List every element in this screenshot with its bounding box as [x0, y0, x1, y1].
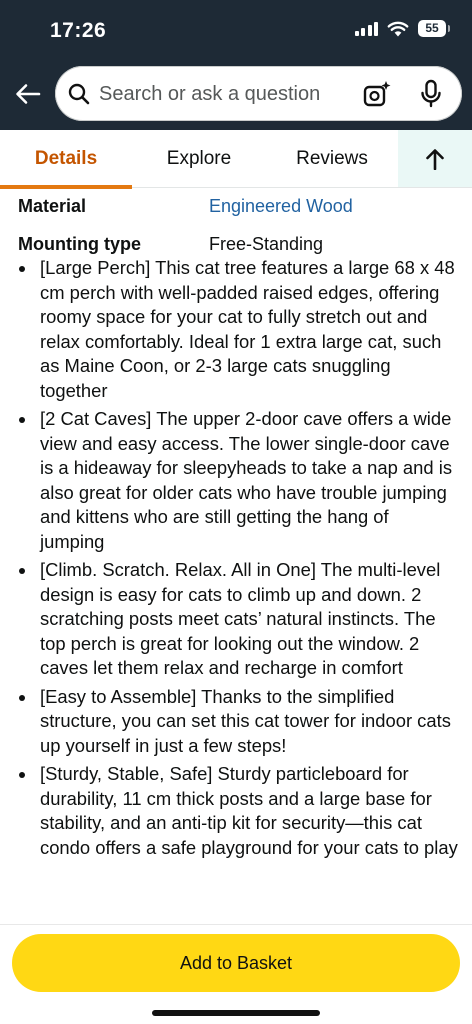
microphone-icon[interactable]	[420, 79, 442, 109]
add-to-basket-button[interactable]: Add to Basket	[12, 934, 460, 992]
home-indicator[interactable]	[152, 1010, 320, 1016]
tab-reviews[interactable]: Reviews	[296, 148, 368, 169]
arrow-left-icon	[15, 83, 41, 105]
search-input[interactable]	[99, 80, 349, 108]
search-bar[interactable]	[55, 66, 462, 121]
feature-bullet-list	[18, 256, 458, 924]
list-item: [Climb. Scratch. Relax. All in One] The multi-level design is easy for cats to climb up and down. 2 scratching posts meet cats’ natural instincts. The top perch is great for looking out the window. 2 caves let them relax and recharge in comfort	[18, 558, 458, 681]
spec-label: Mounting type	[18, 234, 141, 254]
tab-explore[interactable]: Explore	[166, 148, 232, 169]
section-tabs	[0, 130, 472, 188]
back-button[interactable]	[12, 78, 44, 110]
list-item: [Easy to Assemble] Thanks to the simplified structure, you can set this cat tower for indoor cats up yourself in just a few steps!	[18, 685, 458, 759]
tab-details[interactable]: Details	[0, 130, 132, 188]
app-header	[0, 0, 472, 130]
scroll-to-top-button[interactable]	[398, 130, 472, 187]
spec-value-link[interactable]: Engineered Wood	[209, 196, 353, 216]
arrow-up-icon	[425, 148, 445, 170]
list-item: [Large Perch] This cat tree features a large 68 x 48 cm perch with well-padded raised edges, offering roomy space for your cat to fully stretch out and relax comfortably. Ideal for 1 extra large cat, such as Maine Coon, or 2-3 large cats snuggling together	[18, 256, 458, 403]
list-item: [2 Cat Caves] The upper 2-door cave offers a wide view and easy access. The lower single-door cave is a hideaway for sleepyheads to take a nap and is also great for older cats who have trouble jumping and kittens who are still getting the hang of jumping	[18, 407, 458, 554]
search-icon	[67, 82, 91, 106]
bottom-action-bar	[0, 924, 472, 1024]
camera-sparkle-icon[interactable]	[362, 80, 392, 108]
status-bar	[0, 0, 472, 60]
cellular-signal-icon	[355, 21, 379, 36]
status-time: 17:26	[50, 19, 107, 42]
battery-icon: 55	[418, 20, 446, 37]
list-item: [Sturdy, Stable, Safe] Sturdy particleboard for durability, 11 cm thick posts and a large base for stability, and an anti-tip kit for security—this cat condo offers a safe playground for your cats to play	[18, 762, 458, 860]
spec-value: Free-Standing	[209, 234, 324, 254]
spec-label: Material	[18, 196, 87, 216]
spec-row-material	[18, 196, 458, 226]
wifi-icon	[387, 21, 409, 37]
status-icons	[355, 20, 447, 37]
